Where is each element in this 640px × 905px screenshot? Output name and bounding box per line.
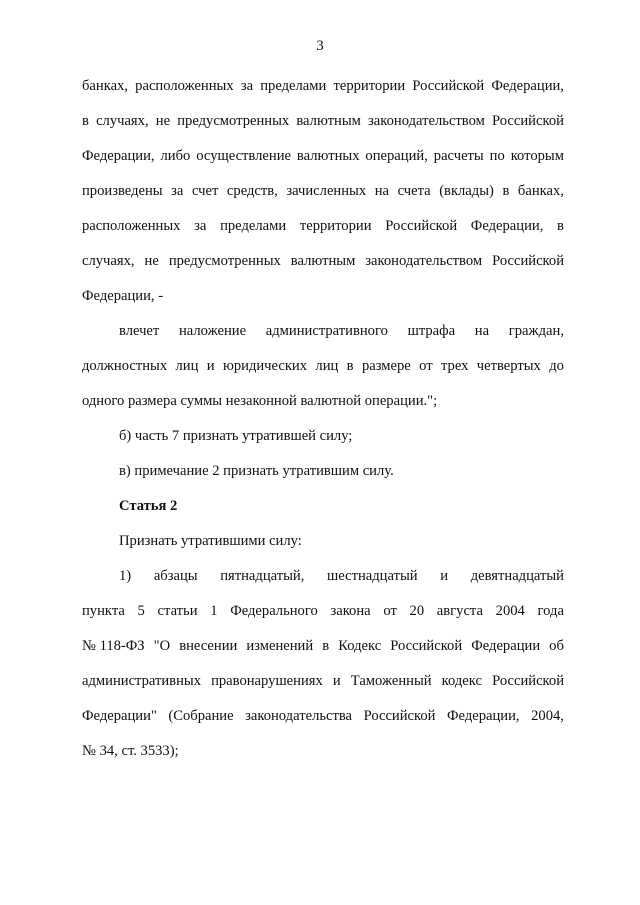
word: пункта [82,603,125,619]
word: Кодекс [338,638,382,654]
paragraph-penalty [82,321,564,426]
word: статьи [157,603,198,619]
word: штрафа [407,323,456,339]
word: 20 [409,603,425,619]
word: законодательством [365,253,483,269]
text-line [82,146,564,181]
item-b: б) часть 7 признать утратившей силу; [119,428,353,444]
text-line [82,251,564,286]
word: Федерации, [470,218,544,234]
word: счета [397,183,431,199]
word: осуществление [196,148,291,164]
word: внесении [179,638,238,654]
word: в [82,113,89,129]
word: которым [510,148,564,164]
word: по [489,148,505,164]
text-line [82,111,564,146]
word: законодательства [245,708,353,724]
word: "О [153,638,171,654]
word: в [346,358,354,374]
word: и [332,673,341,689]
word: расположенных [82,218,181,234]
word: влечет [119,323,160,339]
word: на [474,323,490,339]
word: Российской [412,78,485,94]
word: счет [191,183,219,199]
word: девятнадцатый [470,568,564,584]
word: и [440,568,449,584]
word: изменений [246,638,314,654]
word: года [537,603,564,619]
word: пределами [260,78,327,94]
text-line [82,671,564,706]
word: не [144,253,159,269]
word: августа [436,603,483,619]
word: за [171,183,184,199]
word: абзацы [153,568,198,584]
word: произведены [82,183,163,199]
word: шестнадцатый [327,568,418,584]
word: предусмотренных [168,253,281,269]
word: Российской [492,113,564,129]
word: на [374,183,390,199]
word: зачисленных [286,183,367,199]
word: (Собрание [168,708,234,724]
word: не [155,113,171,129]
word: Российской [390,638,463,654]
article-2-heading: Статья 2 [119,498,178,514]
paragraph-currency-operations [82,76,564,321]
text-line [82,356,564,391]
text-line-last: Федерации, - [82,288,164,304]
word: должностных [82,358,168,374]
word: 2004, [531,708,564,724]
word: трех [440,358,469,374]
word: Федерального [230,603,318,619]
word: за [194,218,207,234]
word: валютным [296,113,361,129]
text-line [82,706,564,741]
word: в [502,183,510,199]
word: административного [265,323,388,339]
word: в [557,218,564,234]
word: законодательством [368,113,485,129]
word: Российской [363,708,436,724]
word: лиц [175,358,199,374]
word: Федерации" [82,708,157,724]
word: правонарушениях [211,673,323,689]
word: 1) [119,568,132,584]
word: расположенных [135,78,234,94]
word: наложение [178,323,247,339]
word: в [322,638,330,654]
word: территории [333,78,406,94]
text-line [82,76,564,111]
word: четвертых [476,358,541,374]
item-v: в) примечание 2 признать утратившим силу. [119,463,394,479]
word: до [549,358,564,374]
word: Российской [492,253,564,269]
word: № 118-ФЗ [82,638,145,654]
word: либо [160,148,191,164]
page-number: 3 [316,38,324,54]
item-1-paragraph [82,566,564,776]
document-body [82,76,564,776]
recognize-invalid-text: Признать утратившими силу: [119,533,302,549]
word: 5 [137,603,145,619]
word: валютным [290,253,356,269]
word: от [383,603,397,619]
word: валютных [296,148,360,164]
word: юридических [222,358,308,374]
word: средств, [226,183,278,199]
word: банках, [517,183,564,199]
word: административных [82,673,201,689]
word: и [206,358,215,374]
word: 1 [210,603,218,619]
word: Российской [385,218,458,234]
word: операций, [365,148,428,164]
word: банках, [82,78,129,94]
word: размере [361,358,411,374]
word: случаях, [96,113,149,129]
word: расчеты [433,148,484,164]
word: закона [330,603,371,619]
text-line [82,181,564,216]
text-line [82,636,564,671]
text-line-last: № 34, ст. 3533); [82,743,179,759]
word: граждан, [508,323,564,339]
word: Федерации [471,638,541,654]
word: пределами [220,218,287,234]
word: Таможенный [350,673,432,689]
word: кодекс [441,673,482,689]
text-line [82,601,564,636]
word: территории [299,218,372,234]
word: (вклады) [439,183,494,199]
word: об [549,638,564,654]
word: от [419,358,433,374]
text-line-last: одного размера суммы незаконной валютной операции."; [82,393,438,409]
word: лиц [315,358,339,374]
text-line [82,566,564,601]
word: за [240,78,254,94]
text-line [82,216,564,251]
word: Федерации, [447,708,520,724]
word: 2004 [495,603,525,619]
text-line [82,321,564,356]
word: случаях, [82,253,135,269]
word: Федерации, [82,148,155,164]
word: Российской [492,673,564,689]
word: пятнадцатый, [220,568,305,584]
word: Федерации, [491,78,564,94]
word: предусмотренных [177,113,290,129]
